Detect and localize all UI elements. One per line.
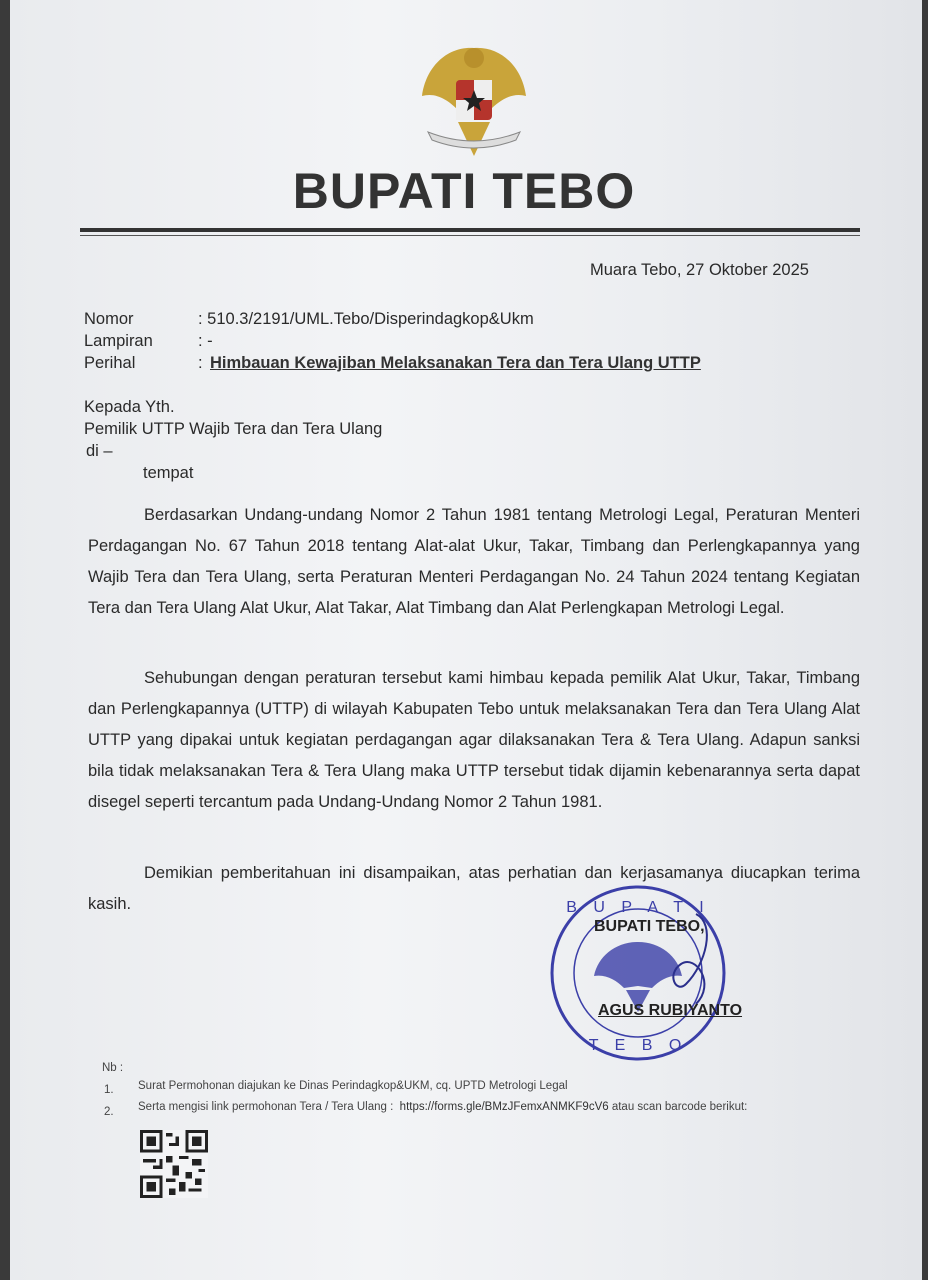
meta-label-nomor: Nomor	[84, 310, 134, 328]
note-text: Serta mengisi link permohonan Tera / Tera Ulang :	[138, 1101, 394, 1113]
signatory-name: AGUS RUBIYANTO	[598, 1002, 743, 1019]
form-link[interactable]: https://forms.gle/BMzJFemxANMKF9cV6	[399, 1101, 609, 1113]
meta-value-nomor: : 510.3/2191/UML.Tebo/Disperindagkop&Ukm	[198, 310, 534, 328]
body-paragraph: Berdasarkan Undang-undang Nomor 2 Tahun 1981 tentang Metrologi Legal, Peraturan Menteri Perdagangan No. 67 Tahun 2018 tentang Alat-alat Ukur, Takar, Timbang dan Perlengkapannya yang Wajib Tera dan Tera Ulang, serta Peraturan Menteri Perdagangan No. 24 Tahun 2024 tentang Kegiatan Tera dan Tera Ulang Alat Ukur, Alat Takar, Alat Timbang dan Alat Perlengkapan Metrologi Legal.	[88, 506, 860, 617]
note-text-after: atau scan barcode berikut:	[611, 1101, 748, 1113]
recipient-line: Kepada Yth.	[84, 398, 175, 416]
meta-value-perihal: Himbauan Kewajiban Melaksanakan Tera dan Tera Ulang UTTP	[210, 354, 701, 372]
notes-label: Nb :	[102, 1062, 124, 1074]
qr-code[interactable]	[140, 1130, 208, 1198]
meta-colon: :	[198, 354, 203, 372]
body-paragraph: Demikian pemberitahuan ini disampaikan, atas perhatian dan kerjasamanya diucapkan terima kasih.	[88, 864, 860, 913]
garuda-emblem	[418, 36, 530, 160]
svg-text:B U P A T I: B U P A T I	[566, 899, 710, 916]
meta-label-lampiran: Lampiran	[84, 332, 153, 350]
letterhead-divider-thin	[80, 235, 860, 236]
official-stamp	[546, 884, 730, 1062]
svg-text:T E B O: T E B O	[588, 1037, 688, 1054]
note-item-2	[138, 1101, 747, 1113]
note-number: 1.	[104, 1084, 114, 1096]
note-text: Surat Permohonan diajukan ke Dinas Perindagkop&UKM, cq. UPTD Metrologi Legal	[138, 1080, 568, 1092]
recipient-line: Pemilik UTTP Wajib Tera dan Tera Ulang	[84, 420, 383, 438]
note-number: 2.	[104, 1106, 114, 1118]
meta-label-perihal: Perihal	[84, 354, 136, 372]
meta-value-lampiran: : -	[198, 332, 213, 350]
letterhead-title: BUPATI TEBO	[292, 163, 636, 219]
recipient-line: tempat	[143, 464, 194, 482]
signatory-title: BUPATI TEBO,	[594, 918, 705, 935]
recipient-line: di –	[86, 442, 113, 460]
letterhead-divider	[80, 228, 860, 232]
letter-date: Muara Tebo, 27 Oktober 2025	[590, 261, 809, 279]
body-paragraph: Sehubungan dengan peraturan tersebut kami himbau kepada pemilik Alat Ukur, Takar, Timbang dan Perlengkapannya (UTTP) di wilayah Kabupaten Tebo untuk melaksanakan Tera dan Tera Ulang Alat UTTP yang dipakai untuk kegiatan perdagangan agar dilaksanakan Tera & Tera Ulang. Adapun sanksi bila tidak melaksanakan Tera & Tera Ulang maka UTTP tersebut tidak dijamin kebenarannya serta dapat disegel seperti tercantum pada Undang-Undang Nomor 2 Tahun 1981.	[88, 669, 860, 811]
